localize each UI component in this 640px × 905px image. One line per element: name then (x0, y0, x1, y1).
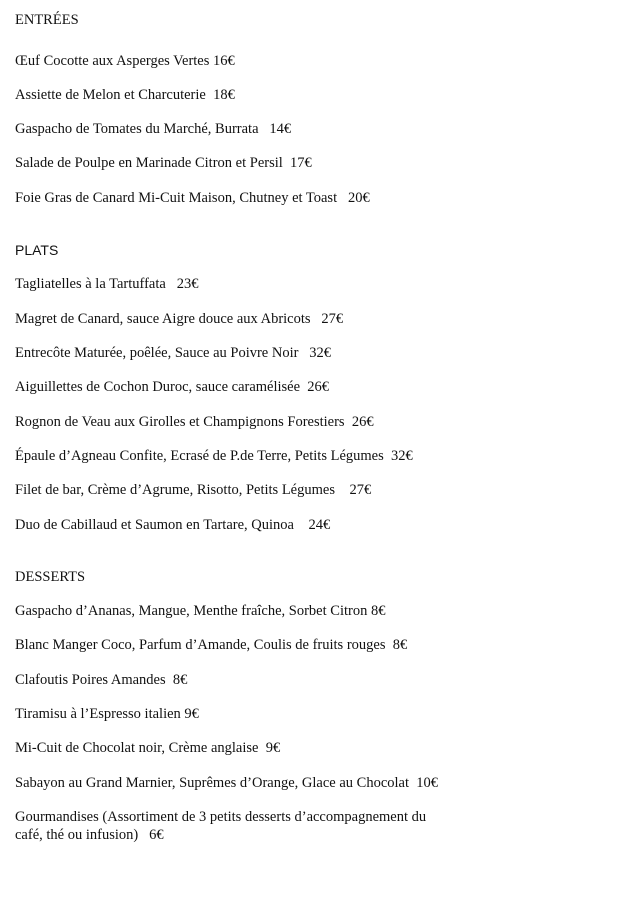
entree-item: Foie Gras de Canard Mi-Cuit Maison, Chutney et Toast 20€ (15, 190, 370, 206)
dessert-item: Blanc Manger Coco, Parfum d’Amande, Coulis de fruits rouges 8€ (15, 637, 408, 653)
plat-item: Épaule d’Agneau Confite, Ecrasé de P.de Terre, Petits Légumes 32€ (15, 448, 413, 464)
entree-item: Assiette de Melon et Charcuterie 18€ (15, 87, 235, 103)
dessert-item: Tiramisu à l’Espresso italien 9€ (15, 706, 199, 722)
dessert-item: Clafoutis Poires Amandes 8€ (15, 672, 188, 688)
plat-item: Filet de bar, Crème d’Agrume, Risotto, Petits Légumes 27€ (15, 482, 372, 498)
plats-heading: PLATS (15, 242, 59, 258)
desserts-heading: DESSERTS (15, 569, 86, 585)
dessert-item: Gaspacho d’Ananas, Mangue, Menthe fraîche, Sorbet Citron 8€ (15, 603, 386, 619)
plat-item: Magret de Canard, sauce Aigre douce aux Abricots 27€ (15, 311, 344, 327)
plat-item: Tagliatelles à la Tartuffata 23€ (15, 276, 199, 292)
entrees-heading: ENTRÉES (15, 12, 79, 28)
plat-item: Duo de Cabillaud et Saumon en Tartare, Quinoa 24€ (15, 517, 331, 533)
entree-item: Salade de Poulpe en Marinade Citron et Persil 17€ (15, 155, 312, 171)
entree-item: Œuf Cocotte aux Asperges Vertes 16€ (15, 53, 235, 69)
plat-item: Rognon de Veau aux Girolles et Champignons Forestiers 26€ (15, 414, 374, 430)
dessert-item: Gourmandises (Assortiment de 3 petits desserts d’accompagnement du café, thé ou infusion) 6€ (15, 809, 430, 843)
plat-item: Entrecôte Maturée, poêlée, Sauce au Poivre Noir 32€ (15, 345, 332, 361)
dessert-item: Mi-Cuit de Chocolat noir, Crème anglaise 9€ (15, 740, 281, 756)
dessert-item: Sabayon au Grand Marnier, Suprêmes d’Orange, Glace au Chocolat 10€ (15, 775, 439, 791)
entree-item: Gaspacho de Tomates du Marché, Burrata 14€ (15, 121, 292, 137)
plat-item: Aiguillettes de Cochon Duroc, sauce caramélisée 26€ (15, 379, 330, 395)
